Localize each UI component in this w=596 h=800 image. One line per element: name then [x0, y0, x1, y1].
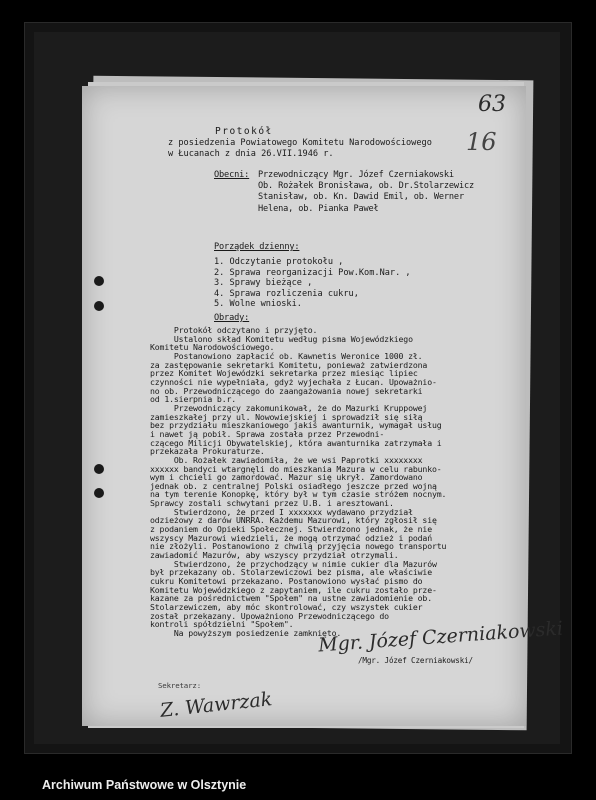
agenda-item: 2. Sprawa reorganizacji Pow.Kom.Nar. , [214, 267, 411, 278]
body-line: Sprawcy zostali schwytani przez U.B. i aresztowani. [150, 498, 394, 509]
punch-hole [94, 301, 104, 311]
body-line: czącego Milicji Obywatelskiej, która awanturnika zatrzymała i [150, 437, 442, 448]
agenda-list [214, 257, 411, 310]
document-subtitle [168, 138, 432, 160]
body-line: Ob. Rożałek zawiadomiła, że we wsi Paprotki xxxxxxxx [150, 454, 423, 465]
body-line: wym i chcieli go zamordować. Mazur się ukrył. Zamordowano [150, 472, 423, 483]
page-number-handwritten: 63 [478, 92, 506, 117]
body-line: czynności nie wypełniała, gdyż wyjechała z Łucan. Upoważnio- [150, 376, 437, 387]
body-line: z podaniem do Opieki Społecznej. Stwierdzono jednak, że nie [150, 524, 432, 535]
secretary-label: Sekretarz: [158, 681, 201, 690]
body-line: Komitetu Wojewódzkiego z zapytaniem, ile cukru zostało prze- [150, 584, 437, 595]
present-line: Helena, ob. Pianka Paweł [258, 203, 379, 214]
punch-hole [94, 488, 104, 498]
body-line: bez przydziału mieszkaniowego jakiś awanturnik, wymagał usług [150, 420, 442, 431]
page-number-handwritten-alt: 16 [466, 128, 497, 156]
body-line: cukru Komitetowi przekazano. Postanowiono wysłać pismo do [150, 576, 423, 587]
body-line: i nawet ją pobił. Sprawa została przez Przewodni- [150, 428, 385, 439]
subtitle-line: z posiedzenia Powiatowego Komitetu Narodowościowego [168, 138, 432, 148]
punch-hole [94, 276, 104, 286]
agenda-item: 4. Sprawa rozliczenia cukru, [214, 288, 359, 299]
present-list [258, 170, 474, 215]
body-line: Komitetu Narodowościowego. [150, 342, 275, 353]
body-line: nie złożyli. Postanowiono z chwilą przyjęcia nowego transportu [150, 541, 447, 552]
body-line: Przewodniczący zakomunikował, że do Mazurki Kruppowej [150, 402, 428, 413]
present-line: Przewodniczący Mgr. Józef Czerniakowski [258, 170, 454, 180]
body-line: Ustalono skład Komitetu według pisma Wojewódzkiego [150, 333, 413, 344]
body-line: przekazała Prokuraturze. [150, 446, 265, 457]
body-line: Stwierdzono, że przed I xxxxxxx wydawano przydział [150, 506, 413, 517]
agenda-item: 5. Wolne wnioski. [214, 299, 302, 310]
body-line: odzieżowy z darów UNRRA. Każdemu Mazurowi, który zgłosił się [150, 515, 437, 526]
body-line: jednak ob. z centralnej Polski osiadłego jeszcze przed wojną [150, 480, 437, 491]
body-line: xxxxxx bandyci wtargnęli do mieszkania Mazura w celu rabunko- [150, 463, 442, 474]
body-line: przez Komitet Wojewódzki sekretarka przez miesiąc lipiec [150, 368, 418, 379]
agenda-label: Porządek dzienny: [214, 242, 300, 252]
present-line: Stanisław, ob. Kn. Dawid Emil, ob. Werner [258, 192, 464, 203]
body-line: zamieszkałej przy ul. Nowowiejskiej i sprowadził się siłą [150, 411, 423, 422]
body-line: Postanowiono zapłacić ob. Kawnetis Weronice 1000 zł. [150, 350, 423, 361]
present-line: Ob. Rożałek Bronisława, ob. Dr.Stolarzewicz [258, 181, 475, 192]
body-line: Protokół odczytano i przyjęto. [150, 325, 318, 335]
archive-caption: Archiwum Państwowe w Olsztynie [42, 778, 247, 792]
body-line: wszyscy Mazurowi wiedzieli, że mogą otrzymać odzież i podań [150, 532, 432, 543]
body-line: na tym terenie Konopkę, który był w tym czasie stróżem nocnym. [150, 489, 447, 500]
body-line: kontroli spółdzielni "Społem". [150, 619, 294, 630]
chairman-signature: Mgr. Józef Czerniakowski [317, 617, 564, 657]
punch-hole [94, 464, 104, 474]
body-line: był przekazany ob. Stolarzewiczowi bez pisma, ale właściwie [150, 567, 432, 578]
proceedings-body [150, 326, 446, 638]
body-line: no ob. Przewodniczącego do zaangażowania nowej sekretarki [150, 385, 423, 396]
body-line: zawiadomić Mazurów, aby wszyscy przydział otrzymali. [150, 550, 399, 561]
body-line: od 1.sierpnia b.r. [150, 394, 237, 405]
body-line: kazane za pośrednictwem "Społem" na ustne zawiadomienie ob. [150, 593, 432, 604]
agenda-item: 1. Odczytanie protokołu , [214, 257, 344, 267]
body-line: Stolarzewiczem, aby móc skontrolować, czy wszystek cukier [150, 602, 423, 612]
subtitle-line: w Łucanach z dnia 26.VII.1946 r. [168, 149, 334, 160]
body-line: Na powyższym posiedzenie zamknięto. [150, 627, 342, 638]
body-line: Stwierdzono, że przychodzący w nimie cukier dla Mazurów [150, 558, 437, 569]
present-label: Obecni: [214, 170, 250, 180]
secretary-signature: Z. Wawrzak [159, 688, 274, 722]
body-line: został przekazany. Upoważniono Przewodniczącego do [150, 610, 389, 621]
proceedings-label: Obrady: [214, 313, 250, 323]
chairman-typed-name: /Mgr. Józef Czerniakowski/ [358, 656, 473, 665]
document-title: Protokół [215, 126, 273, 137]
body-line: za zastępowanie sekretarki Komitetu, ponieważ zatwierdzona [150, 359, 428, 370]
agenda-item: 3. Sprawy bieżące , [214, 278, 313, 289]
